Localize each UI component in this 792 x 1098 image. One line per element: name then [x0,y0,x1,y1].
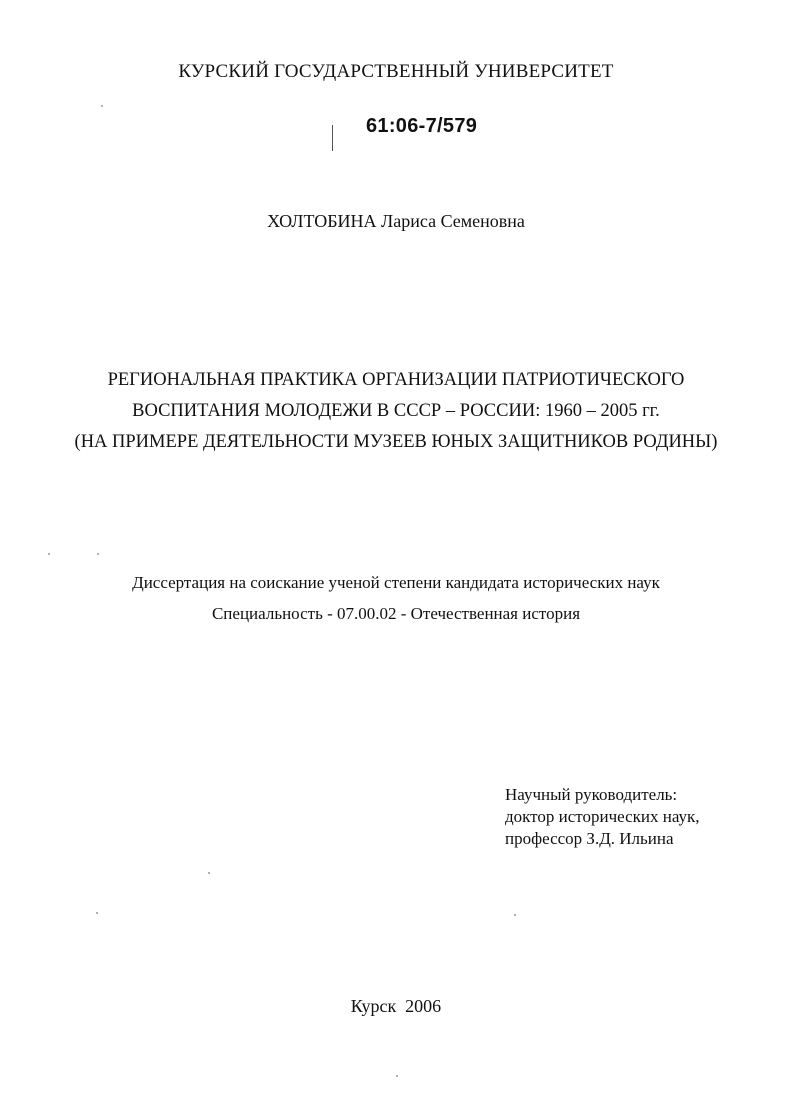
dissertation-title-line-1: РЕГИОНАЛЬНАЯ ПРАКТИКА ОРГАНИЗАЦИИ ПАТРИОТИЧЕСКОГО [107,370,685,390]
city-year: Курск 2006 [350,996,442,1016]
scan-speck [48,553,50,555]
stamp-mark [332,125,333,151]
author-name: ХОЛТОБИНА Лариса Семеновна [267,211,525,231]
specialty-statement: Специальность - 07.00.02 - Отечественная история [211,604,581,623]
advisor-role: Научный руководитель: [505,785,678,804]
scan-speck [96,912,98,914]
scan-speck [97,553,99,555]
dissertation-title-line-3: (НА ПРИМЕРЕ ДЕЯТЕЛЬНОСТИ МУЗЕЕВ ЮНЫХ ЗАЩИТНИКОВ РОДИНЫ) [74,432,718,452]
advisor-name: профессор З.Д. Ильина [505,829,674,848]
catalog-number: 61:06-7/579 [366,115,478,137]
scan-speck [101,105,103,107]
scan-speck [208,872,210,874]
dissertation-title-line-2: ВОСПИТАНИЯ МОЛОДЕЖИ В СССР – РОССИИ: 1960 – 2005 гг. [132,401,660,421]
advisor-degree: доктор исторических наук, [505,807,700,826]
scan-speck [514,914,516,916]
scan-speck [396,1075,398,1077]
degree-statement: Диссертация на соискание ученой степени кандидата исторических наук [132,573,660,592]
university-name: КУРСКИЙ ГОСУДАРСТВЕННЫЙ УНИВЕРСИТЕТ [178,61,614,82]
